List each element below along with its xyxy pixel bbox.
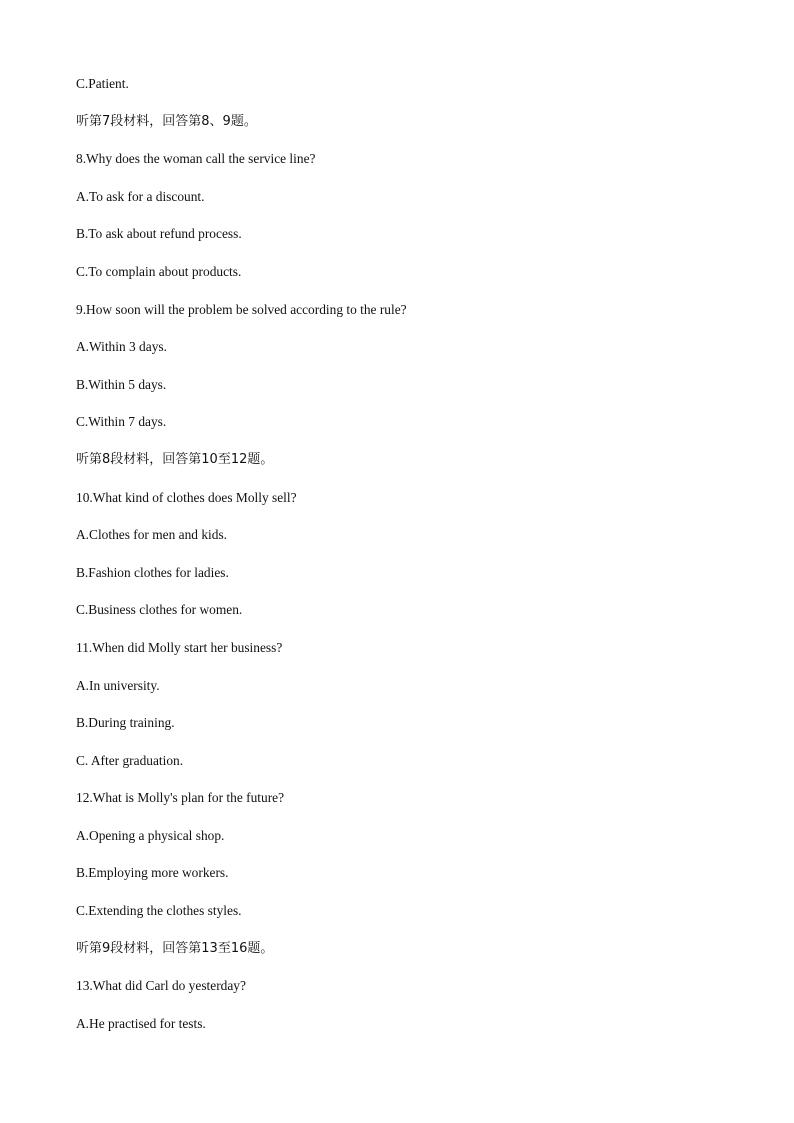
answer-option: B.Employing more workers. <box>76 865 229 881</box>
answer-option: C.Within 7 days. <box>76 414 167 430</box>
answer-option: A.He practised for tests. <box>76 1015 206 1031</box>
question-text: 11.When did Molly start her business? <box>76 639 283 655</box>
answer-option: B.Within 5 days. <box>76 376 167 392</box>
section-heading: 听第9段材料，回答第13至16题。 <box>76 940 274 956</box>
section-heading: 听第8段材料，回答第10至12题。 <box>76 451 274 467</box>
section-heading: 听第7段材料，回答第8、9题。 <box>76 113 257 129</box>
answer-option: C.Business clothes for women. <box>76 602 243 618</box>
answer-option: A.Within 3 days. <box>76 339 167 355</box>
answer-option: C.To complain about products. <box>76 263 242 279</box>
answer-option: B.To ask about refund process. <box>76 226 242 242</box>
answer-option: C.Extending the clothes styles. <box>76 903 242 919</box>
question-text: 9.How soon will the problem be solved according to the rule? <box>76 301 407 317</box>
question-text: 12.What is Molly's plan for the future? <box>76 790 285 806</box>
answer-option: A.Clothes for men and kids. <box>76 527 227 543</box>
question-text: 8.Why does the woman call the service line? <box>76 151 316 167</box>
answer-option: C.Patient. <box>76 76 129 91</box>
answer-option: A.Opening a physical shop. <box>76 827 225 843</box>
question-text: 10.What kind of clothes does Molly sell? <box>76 489 297 505</box>
answer-option: B.During training. <box>76 715 175 731</box>
question-text: 13.What did Carl do yesterday? <box>76 978 246 994</box>
document-body <box>76 74 756 1051</box>
answer-option: A.To ask for a discount. <box>76 188 205 204</box>
answer-option: C. After graduation. <box>76 752 184 768</box>
answer-option: B.Fashion clothes for ladies. <box>76 564 229 580</box>
answer-option: A.In university. <box>76 677 160 693</box>
